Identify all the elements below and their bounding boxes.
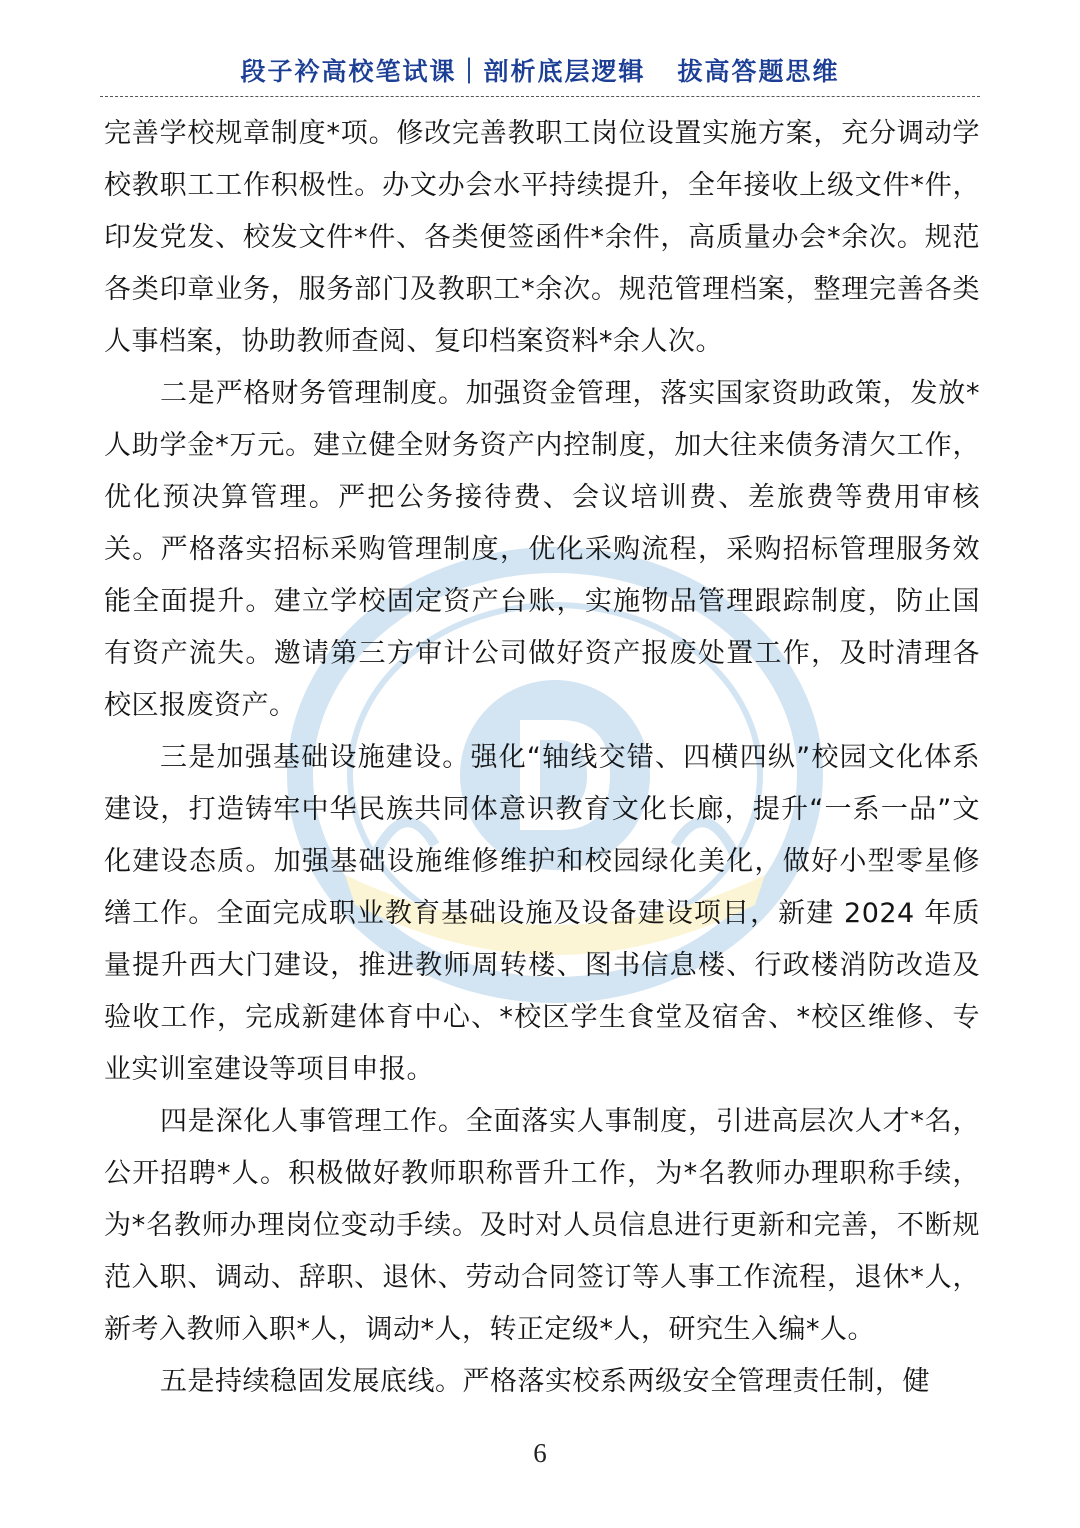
header-divider bbox=[100, 96, 980, 97]
document-body bbox=[104, 108, 980, 1408]
paragraph-safety: 五是持续稳固发展底线。严格落实校系两级安全管理责任制，健 bbox=[160, 1366, 930, 1397]
paragraph-continuation: 完善学校规章制度*项。修改完善教职工岗位设置实施方案，充分调动学校教职工工作积极性。办文办会水平持续提升，全年接收上级文件*件，印发党发、校发文件*件、各类便签函件*余件，高质量办会*余次。规范各类印章业务，服务部门及教职工*余次。规范管理档案，整理完善各类人事档案，协助教师查阅、复印档案资料*余人次。 bbox=[104, 118, 980, 357]
paragraph-infrastructure: 三是加强基础设施建设。强化“轴线交错、四横四纵”校园文化体系建设，打造铸牢中华民族共同体意识教育文化长廊，提升“一系一品”文化建设态质。加强基础设施维修维护和校园绿化美化，做好小型零星修缮工作。全面完成职业教育基础设施及设备建设项目，新建 2024 年质量提升西大门建设，推进教师周转楼、图书信息楼、行政楼消防改造及验收工作，完成新建体育中心、*校区学生食堂及宿舍、*校区维修、专业实训室建设等项目申报。 bbox=[104, 742, 980, 1085]
page-header-title: 段子衿高校笔试课｜剖析底层逻辑 拔高答题思维 bbox=[240, 57, 840, 86]
paragraph-finance: 二是严格财务管理制度。加强资金管理，落实国家资助政策，发放*人助学金*万元。建立健全财务资产内控制度，加大往来债务清欠工作，优化预决算管理。严把公务接待费、会议培训费、差旅费等费用审核关。严格落实招标采购管理制度，优化采购流程，采购招标管理服务效能全面提升。建立学校固定资产台账，实施物品管理跟踪制度，防止国有资产流失。邀请第三方审计公司做好资产报废处置工作，及时清理各校区报废资产。 bbox=[104, 378, 980, 721]
page-number: 6 bbox=[533, 1438, 547, 1468]
paragraph-personnel: 四是深化人事管理工作。全面落实人事制度，引进高层次人才*名，公开招聘*人。积极做好教师职称晋升工作，为*名教师办理职称手续，为*名教师办理岗位变动手续。及时对人员信息进行更新和完善，不断规范入职、调动、辞职、退休、劳动合同签订等人事工作流程，退休*人，新考入教师入职*人，调动*人，转正定级*人，研究生入编*人。 bbox=[104, 1106, 980, 1345]
